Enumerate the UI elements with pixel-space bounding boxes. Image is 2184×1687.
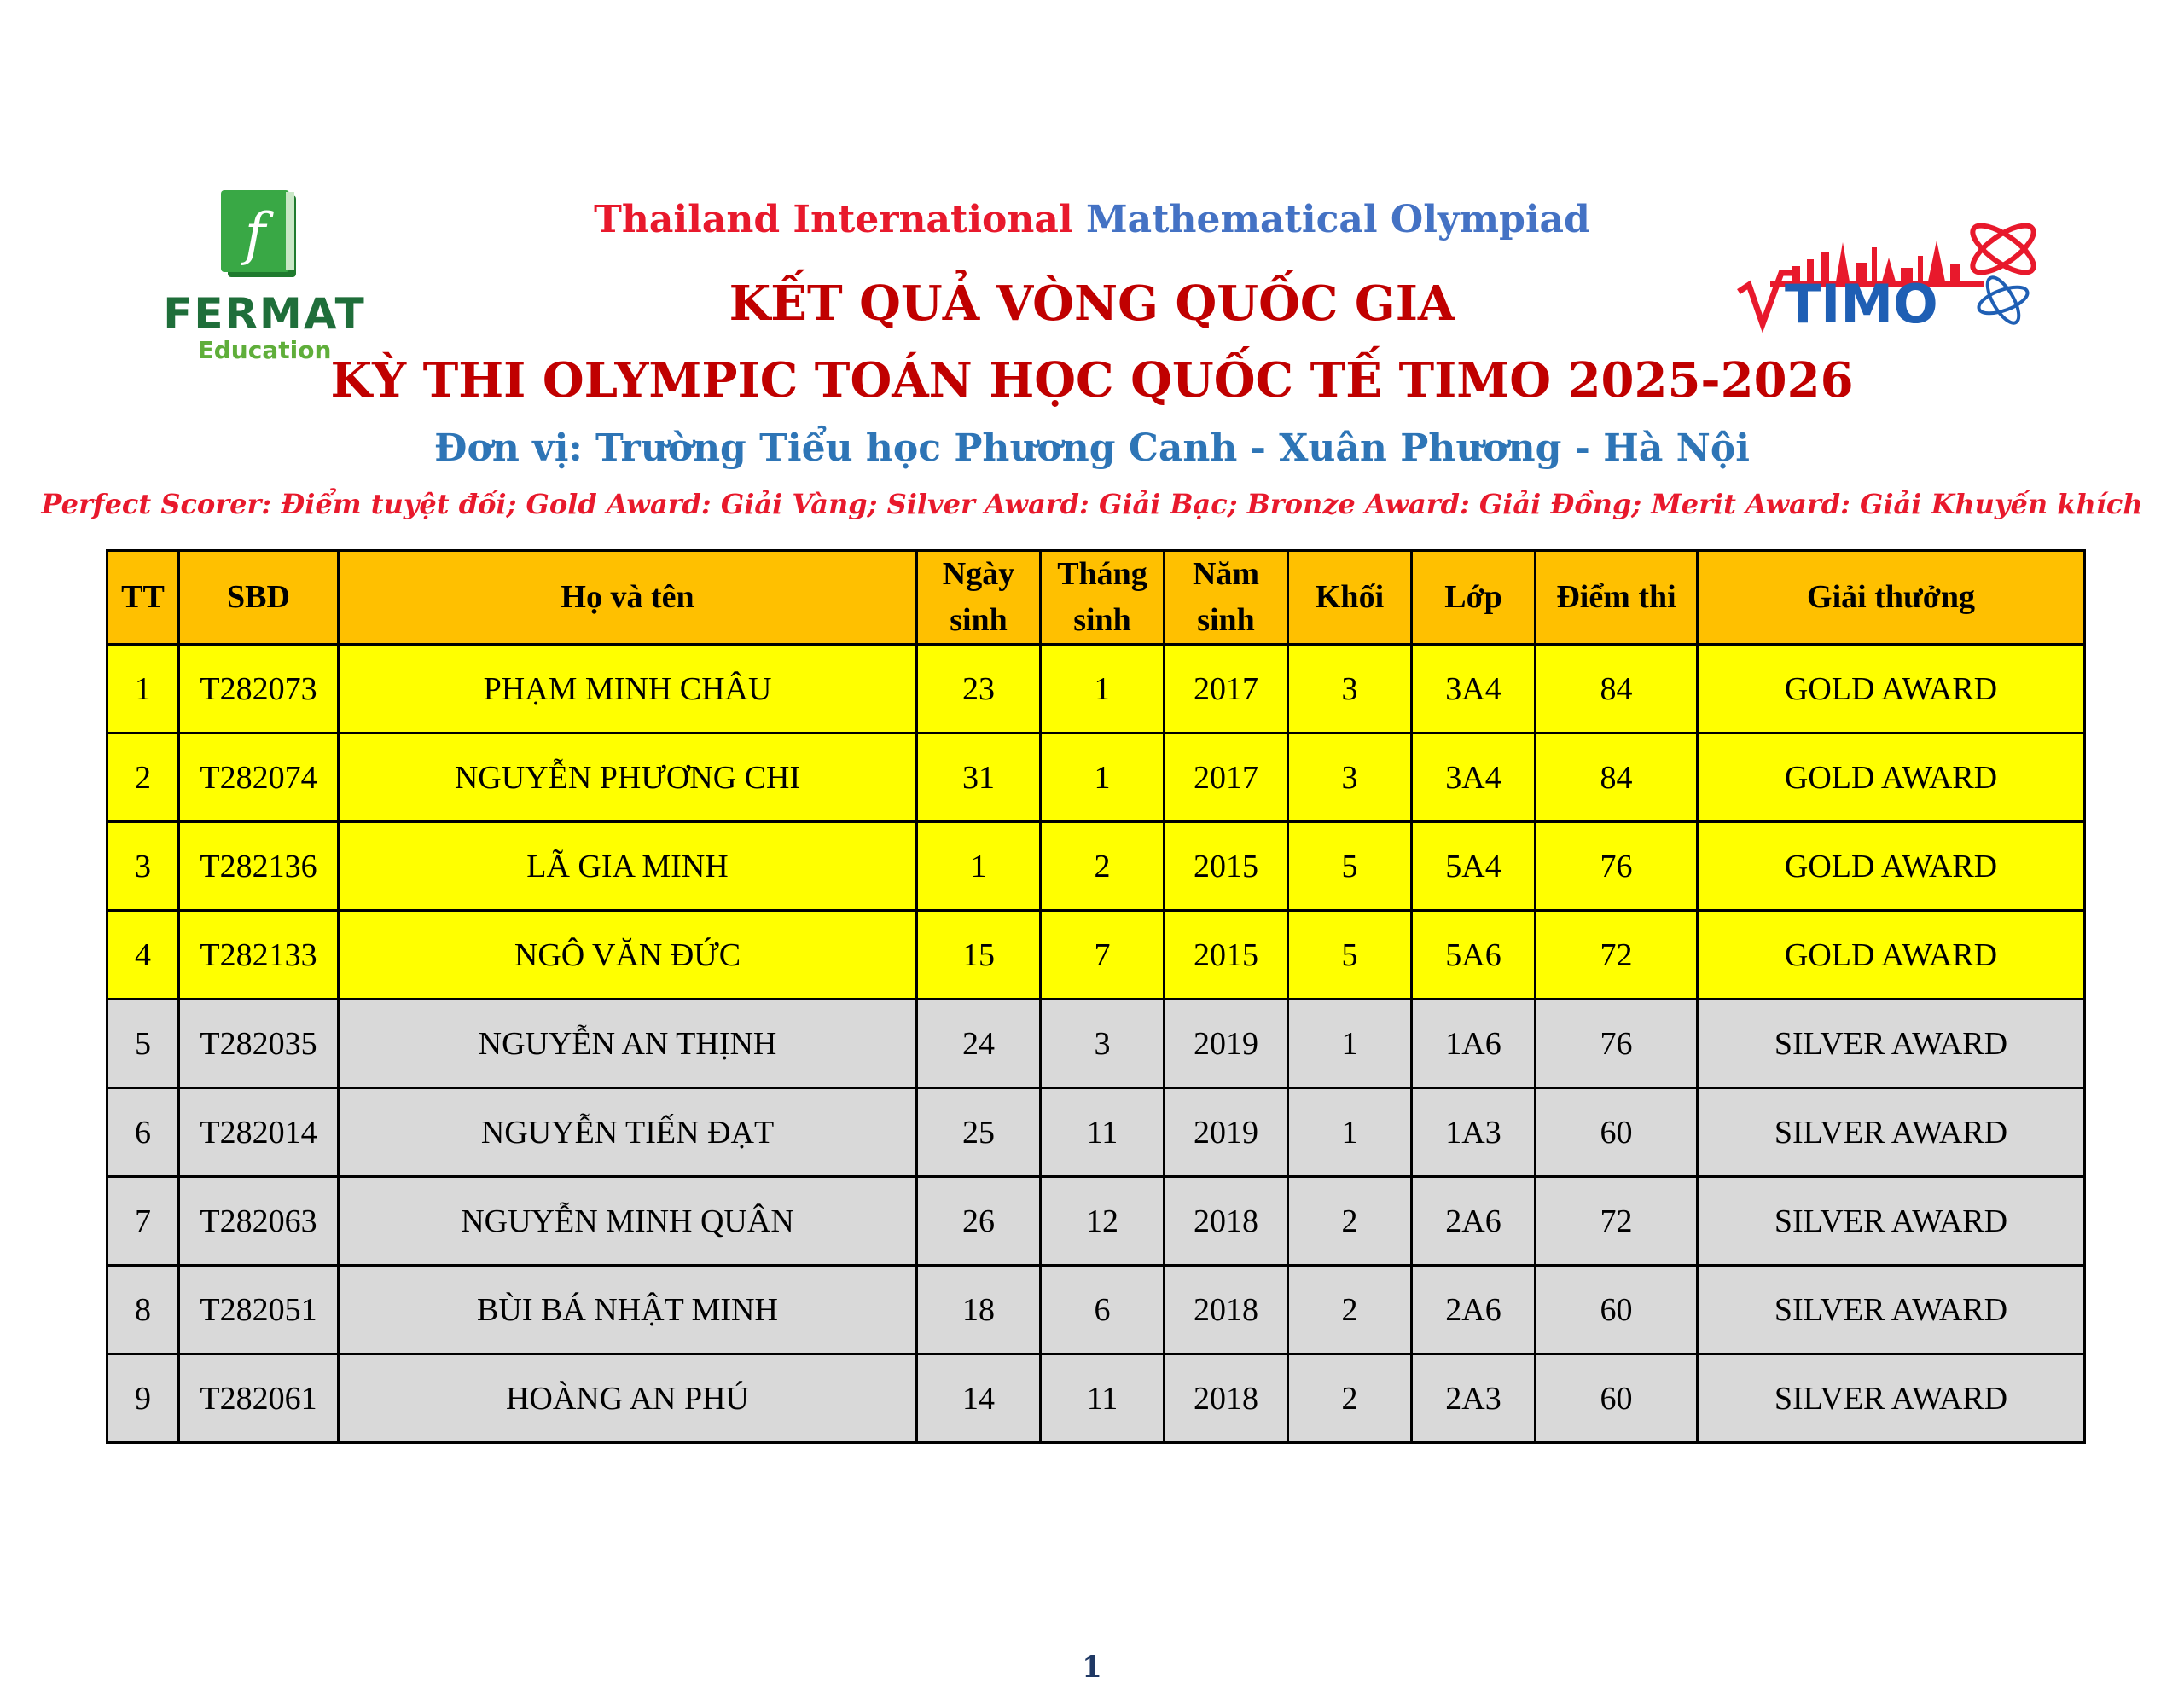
table-header-row	[107, 551, 2085, 645]
cell-day: 26	[917, 1177, 1041, 1266]
cell-day: 18	[917, 1266, 1041, 1354]
cell-grade: 5	[1288, 911, 1412, 1000]
subtitle-blue-part: Mathematical Olympiad	[1085, 198, 1590, 241]
cell-grade: 2	[1288, 1177, 1412, 1266]
school-unit: Đơn vị: Trường Tiểu học Phương Canh - Xuân Phương - Hà Nội	[434, 426, 1750, 470]
table-row	[107, 645, 2085, 733]
cell-class: 2A3	[1412, 1354, 1536, 1443]
cell-year: 2015	[1165, 911, 1288, 1000]
cell-name: NGÔ VĂN ĐỨC	[339, 911, 917, 1000]
col-header-name: Họ và tên	[339, 551, 917, 645]
cell-day: 24	[917, 1000, 1041, 1088]
cell-tt: 2	[107, 733, 179, 822]
cell-sbd: T282073	[179, 645, 339, 733]
cell-month: 12	[1041, 1177, 1165, 1266]
fermat-wordmark-sub: Education	[197, 336, 332, 364]
cell-name: HOÀNG AN PHÚ	[339, 1354, 917, 1443]
cell-award: SILVER AWARD	[1698, 1354, 2085, 1443]
cell-day: 25	[917, 1088, 1041, 1177]
cell-year: 2017	[1165, 733, 1288, 822]
table-row	[107, 911, 2085, 1000]
cell-year: 2019	[1165, 1000, 1288, 1088]
cell-tt: 6	[107, 1088, 179, 1177]
cell-month: 7	[1041, 911, 1165, 1000]
cell-score: 60	[1536, 1354, 1698, 1443]
cell-year: 2019	[1165, 1088, 1288, 1177]
table-row	[107, 1088, 2085, 1177]
col-header-grade: Khối	[1288, 551, 1412, 645]
cell-day: 23	[917, 645, 1041, 733]
cell-tt: 9	[107, 1354, 179, 1443]
cell-tt: 5	[107, 1000, 179, 1088]
cell-tt: 4	[107, 911, 179, 1000]
cell-award: SILVER AWARD	[1698, 1000, 2085, 1088]
cell-month: 3	[1041, 1000, 1165, 1088]
cell-class: 1A6	[1412, 1000, 1536, 1088]
cell-score: 76	[1536, 822, 1698, 911]
cell-name: NGUYỄN PHƯƠNG CHI	[339, 733, 917, 822]
cell-month: 11	[1041, 1354, 1165, 1443]
cell-name: BÙI BÁ NHẬT MINH	[339, 1266, 917, 1354]
cell-tt: 8	[107, 1266, 179, 1354]
cell-day: 14	[917, 1354, 1041, 1443]
cell-score: 60	[1536, 1088, 1698, 1177]
cell-name: NGUYỄN AN THỊNH	[339, 1000, 917, 1088]
col-header-day: Ngày sinh	[917, 551, 1041, 645]
col-header-award: Giải thưởng	[1698, 551, 2085, 645]
cell-score: 72	[1536, 1177, 1698, 1266]
table-row	[107, 1177, 2085, 1266]
cell-grade: 1	[1288, 1000, 1412, 1088]
cell-score: 76	[1536, 1000, 1698, 1088]
cell-class: 5A4	[1412, 822, 1536, 911]
timo-wordmark: TIMO	[1785, 273, 1938, 335]
cell-tt: 3	[107, 822, 179, 911]
cell-award: SILVER AWARD	[1698, 1088, 2085, 1177]
cell-month: 11	[1041, 1088, 1165, 1177]
cell-year: 2017	[1165, 645, 1288, 733]
col-header-month: Tháng sinh	[1041, 551, 1165, 645]
col-header-tt: TT	[107, 551, 179, 645]
cell-class: 5A6	[1412, 911, 1536, 1000]
subtitle-red-part: Thailand International	[594, 198, 1073, 241]
cell-grade: 5	[1288, 822, 1412, 911]
cell-award: GOLD AWARD	[1698, 645, 2085, 733]
cell-sbd: T282133	[179, 911, 339, 1000]
cell-award: SILVER AWARD	[1698, 1177, 2085, 1266]
cell-sbd: T282035	[179, 1000, 339, 1088]
cell-year: 2018	[1165, 1354, 1288, 1443]
table-row	[107, 1354, 2085, 1443]
cell-award: GOLD AWARD	[1698, 911, 2085, 1000]
cell-name: PHẠM MINH CHÂU	[339, 645, 917, 733]
table-row	[107, 822, 2085, 911]
col-header-score: Điểm thi	[1536, 551, 1698, 645]
cell-sbd: T282051	[179, 1266, 339, 1354]
cell-sbd: T282014	[179, 1088, 339, 1177]
cell-month: 1	[1041, 645, 1165, 733]
cell-name: NGUYỄN MINH QUÂN	[339, 1177, 917, 1266]
cell-month: 6	[1041, 1266, 1165, 1354]
cell-tt: 1	[107, 645, 179, 733]
fermat-wordmark: FERMAT	[163, 289, 366, 339]
cell-day: 31	[917, 733, 1041, 822]
cell-grade: 2	[1288, 1354, 1412, 1443]
results-table	[106, 549, 2086, 1444]
cell-year: 2018	[1165, 1266, 1288, 1354]
cell-grade: 3	[1288, 733, 1412, 822]
cell-class: 3A4	[1412, 733, 1536, 822]
fermat-book-letter: f	[244, 201, 266, 267]
cell-award: GOLD AWARD	[1698, 733, 2085, 822]
cell-score: 60	[1536, 1266, 1698, 1354]
cell-tt: 7	[107, 1177, 179, 1266]
table-row	[107, 1266, 2085, 1354]
cell-grade: 3	[1288, 645, 1412, 733]
page-number: 1	[1082, 1650, 1102, 1684]
cell-class: 3A4	[1412, 645, 1536, 733]
cell-class: 2A6	[1412, 1177, 1536, 1266]
cell-score: 72	[1536, 911, 1698, 1000]
cell-award: SILVER AWARD	[1698, 1266, 2085, 1354]
page-title: KẾT QUẢ VÒNG QUỐC GIA	[729, 275, 1455, 332]
cell-day: 15	[917, 911, 1041, 1000]
cell-name: NGUYỄN TIẾN ĐẠT	[339, 1088, 917, 1177]
olympiad-subtitle	[0, 198, 2184, 241]
cell-score: 84	[1536, 733, 1698, 822]
cell-year: 2018	[1165, 1177, 1288, 1266]
cell-sbd: T282074	[179, 733, 339, 822]
cell-grade: 2	[1288, 1266, 1412, 1354]
cell-class: 2A6	[1412, 1266, 1536, 1354]
cell-award: GOLD AWARD	[1698, 822, 2085, 911]
cell-class: 1A3	[1412, 1088, 1536, 1177]
cell-year: 2015	[1165, 822, 1288, 911]
cell-sbd: T282136	[179, 822, 339, 911]
cell-month: 2	[1041, 822, 1165, 911]
award-legend: Perfect Scorer: Điểm tuyệt đối; Gold Award: Giải Vàng; Silver Award: Giải Bạc; Bronze Award: Giải Đồng; Merit Award: Giải Khuyến khích	[41, 488, 2143, 520]
col-header-sbd: SBD	[179, 551, 339, 645]
table-row	[107, 1000, 2085, 1088]
cell-score: 84	[1536, 645, 1698, 733]
exam-title: KỲ THI OLYMPIC TOÁN HỌC QUỐC TẾ TIMO 2025-2026	[330, 352, 1854, 409]
cell-name: LÃ GIA MINH	[339, 822, 917, 911]
cell-day: 1	[917, 822, 1041, 911]
cell-sbd: T282063	[179, 1177, 339, 1266]
cell-sbd: T282061	[179, 1354, 339, 1443]
cell-month: 1	[1041, 733, 1165, 822]
col-header-year: Năm sinh	[1165, 551, 1288, 645]
col-header-class: Lớp	[1412, 551, 1536, 645]
cell-grade: 1	[1288, 1088, 1412, 1177]
table-row	[107, 733, 2085, 822]
